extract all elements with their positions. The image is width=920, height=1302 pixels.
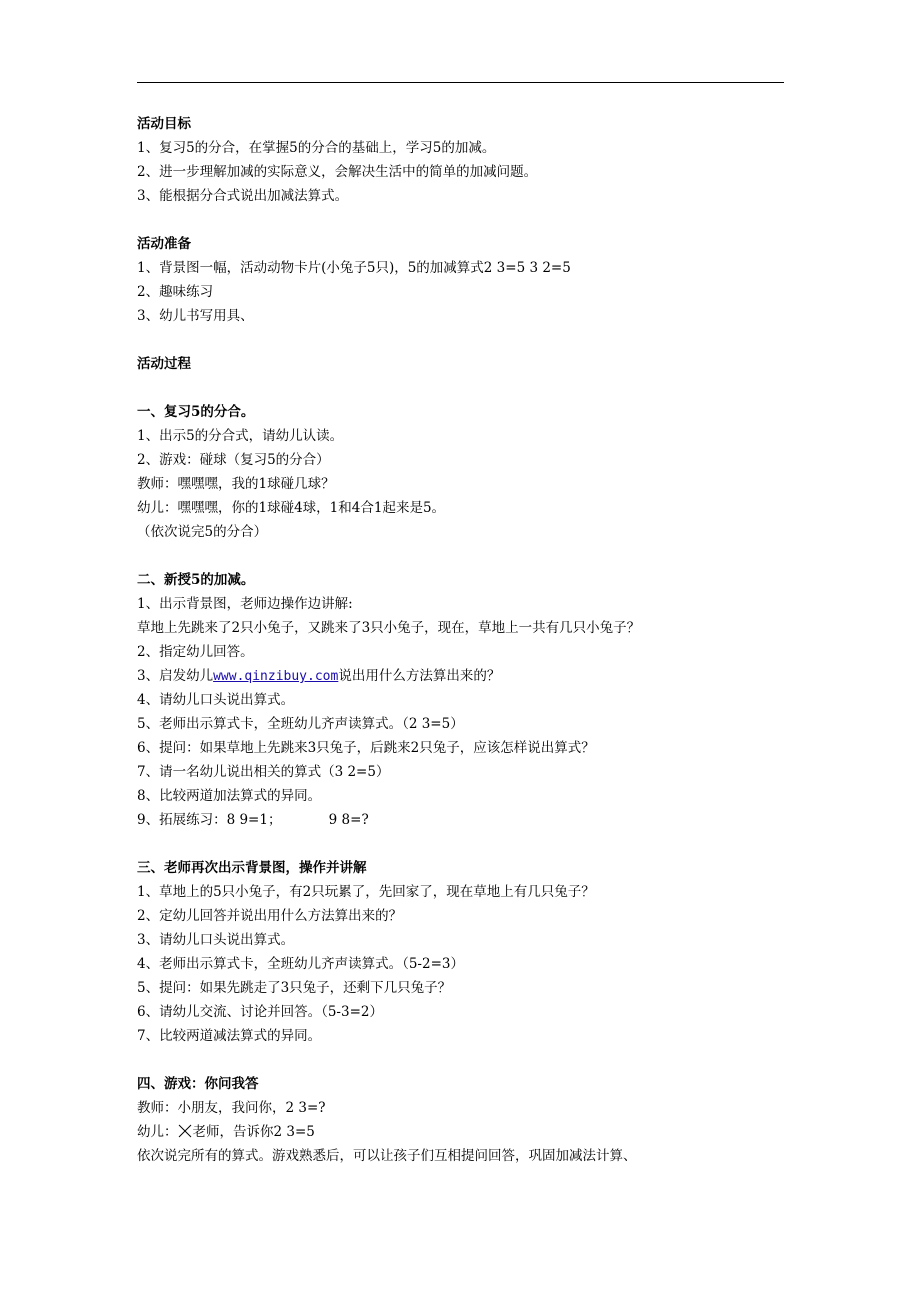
section2-item-3: 2、指定幼儿回答。 bbox=[137, 644, 254, 660]
section2-item-10: 9、拓展练习：8 9=1； 9 8=? bbox=[137, 812, 369, 828]
child-line-suffix: 老师，告诉你2 3=5 bbox=[192, 1124, 315, 1140]
section2-heading: 二、新授5的加减。 bbox=[137, 572, 255, 588]
objectives-item-3: 3、能根据分合式说出加减法算式。 bbox=[137, 188, 349, 204]
section1-item-5: （依次说完5的分合） bbox=[137, 524, 268, 540]
spacer bbox=[137, 208, 797, 232]
section2-link-line bbox=[137, 664, 797, 688]
section4-child-line bbox=[137, 1120, 797, 1144]
preparation-heading: 活动准备 bbox=[137, 236, 191, 252]
section4-closing-line: 依次说完所有的算式。游戏熟悉后，可以让孩子们互相提问回答，巩固加减法计算、 bbox=[137, 1148, 637, 1164]
section3-item-7: 7、比较两道减法算式的异同。 bbox=[137, 1028, 322, 1044]
link-line-suffix: 说出用什么方法算出来的？ bbox=[338, 668, 501, 684]
section1-heading: 一、复习5的分合。 bbox=[137, 404, 255, 420]
section2-item-1: 1、出示背景图，老师边操作边讲解: bbox=[137, 596, 353, 612]
section2-item-5: 4、请幼儿口头说出算式。 bbox=[137, 692, 295, 708]
header-rule bbox=[137, 82, 784, 83]
process-heading: 活动过程 bbox=[137, 356, 191, 372]
section2-item-9: 8、比较两道加法算式的异同。 bbox=[137, 788, 322, 804]
section4-teacher-line: 教师：小朋友，我问你，2 3=? bbox=[137, 1100, 326, 1116]
child-line-prefix: 幼儿： bbox=[137, 1124, 178, 1140]
section3-item-1: 1、草地上的5只小兔子，有2只玩累了，先回家了，现在草地上有几只兔子？ bbox=[137, 884, 595, 900]
section2-item-8: 7、请一名幼儿说出相关的算式（3 2=5） bbox=[137, 764, 390, 780]
link-line-prefix: 3、启发幼儿 bbox=[137, 668, 214, 684]
cross-mark-icon bbox=[178, 1122, 192, 1136]
section2-item-7: 6、提问：如果草地上先跳来3只兔子，后跳来2只兔子，应该怎样说出算式？ bbox=[137, 740, 595, 756]
section1-item-4: 幼儿：嘿嘿嘿，你的1球碰4球，1和4合1起来是5。 bbox=[137, 500, 446, 516]
section3-item-2: 2、定幼儿回答并说出用什么方法算出来的？ bbox=[137, 908, 403, 924]
document-body bbox=[137, 112, 797, 1168]
preparation-item-3: 3、幼儿书写用具、 bbox=[137, 308, 254, 324]
section3-item-5: 5、提问：如果先跳走了3只兔子，还剩下几只兔子？ bbox=[137, 980, 452, 996]
section2-item-2: 草地上先跳来了2只小兔子，又跳来了3只小兔子，现在，草地上一共有几只小兔子？ bbox=[137, 620, 641, 636]
section4-heading: 四、游戏：你问我答 bbox=[137, 1076, 259, 1092]
section3-heading: 三、老师再次出示背景图，操作并讲解 bbox=[137, 860, 367, 876]
preparation-item-1: 1、背景图一幅，活动动物卡片(小兔子5只)，5的加减算式2 3=5 3 2=5 bbox=[137, 260, 571, 276]
section3-item-4: 4、老师出示算式卡，全班幼儿齐声读算式。（5-2=3） bbox=[137, 956, 464, 972]
preparation-item-2: 2、趣味练习 bbox=[137, 284, 214, 300]
section2-item-6: 5、老师出示算式卡，全班幼儿齐声读算式。（2 3=5） bbox=[137, 716, 464, 732]
section1-item-1: 1、出示5的分合式，请幼儿认读。 bbox=[137, 428, 344, 444]
objectives-heading: 活动目标 bbox=[137, 116, 191, 132]
objectives-item-2: 2、进一步理解加减的实际意义，会解决生活中的简单的加减问题。 bbox=[137, 164, 538, 180]
section1-item-3: 教师：嘿嘿嘿，我的1球碰几球？ bbox=[137, 476, 335, 492]
qinzibuy-link[interactable]: www.qinzibuy.com bbox=[213, 669, 339, 684]
section3-item-6: 6、请幼儿交流、讨论并回答。（5-3=2） bbox=[137, 1004, 383, 1020]
spacer bbox=[137, 832, 797, 856]
spacer bbox=[137, 376, 797, 400]
section3-item-3: 3、请幼儿口头说出算式。 bbox=[137, 932, 295, 948]
spacer bbox=[137, 328, 797, 352]
section1-item-2: 2、游戏：碰球（复习5的分合） bbox=[137, 452, 330, 468]
objectives-item-1: 1、复习5的分合，在掌握5的分合的基础上，学习5的加减。 bbox=[137, 140, 496, 156]
spacer bbox=[137, 544, 797, 568]
spacer bbox=[137, 1048, 797, 1072]
